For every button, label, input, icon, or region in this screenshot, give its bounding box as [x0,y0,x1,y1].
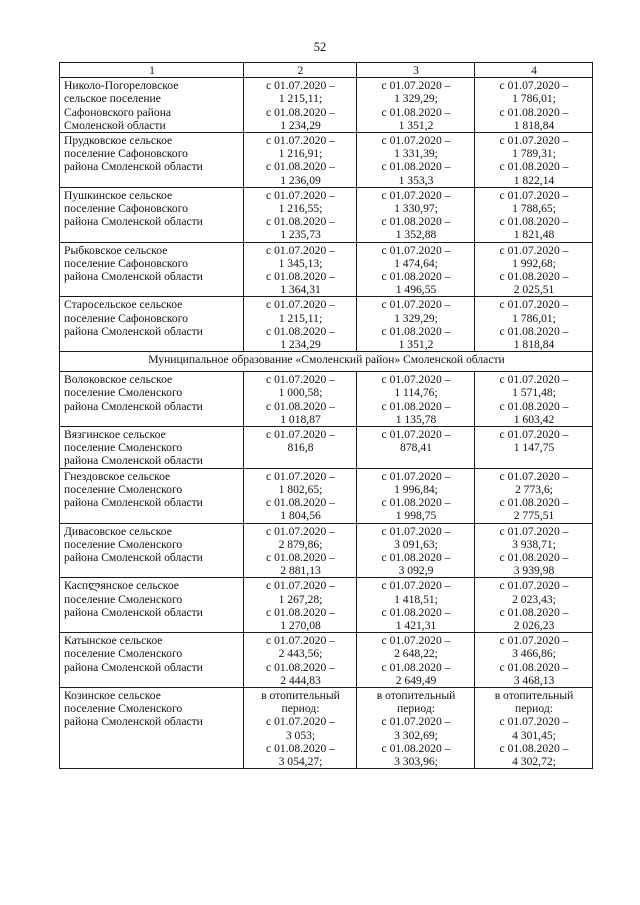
cell-line: района Смоленской области [64,550,203,564]
cell-line: поселение Смоленского [64,647,183,661]
cell-line: с 01.07.2020 – [499,373,569,387]
cell-line: с 01.07.2020 – [499,428,569,442]
cell-line: 3 938,71; [512,537,556,551]
tariff-col-2 [244,523,357,578]
cell-line: с 01.08.2020 – [266,605,335,619]
cell-line: с 01.08.2020 – [266,660,335,674]
tariff-col-2 [244,427,357,469]
cell-line: с 01.07.2020 – [381,715,451,729]
cell-line: 2 444,83 [280,673,321,687]
settlement-name [60,427,244,469]
cell-line: Волоковское сельское [64,373,173,387]
cell-line: с 01.07.2020 – [266,524,335,538]
cell-line: с 01.08.2020 – [381,215,451,229]
cell-line: 1 804,56 [280,509,321,523]
tariff-col-2 [244,633,357,688]
tariff-col-4 [475,523,593,578]
cell-line: 1 818,84 [513,338,555,352]
table-row [60,297,593,352]
cell-line: с 01.07.2020 – [499,188,569,202]
cell-line: с 01.07.2020 – [381,579,451,593]
cell-line: с 01.08.2020 – [381,105,451,119]
tariff-col-3 [357,372,475,427]
cell-line: с 01.08.2020 – [266,741,335,755]
tariff-col-4 [475,578,593,633]
tariff-col-3 [357,523,475,578]
cell-line: с 01.07.2020 – [499,524,569,538]
table-row [60,578,593,633]
cell-line: района Смоленской области [64,270,203,284]
cell-line: сельское поселение [64,92,161,106]
cell-line: в отопительный [261,688,340,702]
tariff-col-4 [475,687,593,768]
cell-line: 1 000,58; [278,386,323,400]
cell-line: 1 215,11; [278,311,323,325]
cell-line: с 01.07.2020 – [499,579,569,593]
settlement-name [60,687,244,768]
tariff-col-2 [244,187,357,242]
cell-line: 1 789,31; [512,147,556,161]
settlement-name [60,633,244,688]
cell-line: 1 234,29 [280,118,321,132]
tariff-col-4 [475,187,593,242]
tariff-col-3 [357,687,475,768]
table-row [60,187,593,242]
cell-line: 1 818,84 [513,118,555,132]
cell-line: с 01.08.2020 – [266,105,335,119]
cell-line: 1 418,51; [394,592,438,606]
tariff-col-2 [244,297,357,352]
cell-line: с 01.07.2020 – [266,634,335,648]
cell-line: района Смоленской области [64,496,203,510]
cell-line: 2 649,49 [395,673,437,687]
cell-line: Николо-Погореловское [64,79,179,93]
cell-line: Дивасовское сельское [64,524,172,538]
cell-line: 1 135,78 [395,412,437,426]
page-number: 52 [313,40,327,54]
cell-line: 1 351,2 [398,118,434,132]
cell-line: района Смоленской области [64,160,203,174]
cell-line: Козинское сельское [64,688,161,702]
cell-line: 1 571,48; [512,386,556,400]
safonovo-group [60,78,593,352]
table-row [60,523,593,578]
cell-line: 1 236,09 [280,173,321,187]
cell-line: с 01.07.2020 – [266,469,335,483]
cell-line: с 01.07.2020 – [266,298,335,312]
cell-line: 1 821,48 [513,228,555,242]
cell-line: 4 301,45; [512,728,556,742]
cell-line: с 01.07.2020 – [266,373,335,387]
cell-line: с 01.07.2020 – [499,469,569,483]
tariff-col-4 [475,468,593,523]
cell-line: с 01.07.2020 – [381,524,451,538]
cell-line: 3 468,13 [513,673,555,687]
section-row [60,352,593,372]
tariff-col-4 [475,133,593,188]
cell-line: 1 786,01; [512,311,556,325]
cell-line: 2 879,86; [278,537,323,551]
tariff-col-3 [357,633,475,688]
cell-line: с 01.08.2020 – [266,496,335,510]
cell-line: 1 329,29; [394,311,438,325]
cell-line: Вязгинское сельское [64,428,166,442]
cell-line: 1 234,29 [280,338,321,352]
cell-line: поселение Сафоновского [64,202,188,216]
cell-line: с 01.08.2020 – [499,399,569,413]
tariff-col-2 [244,372,357,427]
cell-line: 2 026,23 [513,618,555,632]
table-header-row [60,63,593,78]
settlement-name [60,372,244,427]
table-row [60,687,593,768]
cell-line: 1 147,75 [513,441,555,455]
cell-line: 2 775,51 [513,509,555,523]
tariff-col-3 [357,297,475,352]
cell-line: с 01.07.2020 – [266,715,335,729]
cell-line: 1 364,31 [280,283,321,297]
cell-line: 1 788,65; [512,202,556,216]
cell-line: района Смоленской области [64,399,203,413]
tariff-col-3 [357,578,475,633]
cell-line: поселение Смоленского [64,482,183,496]
cell-line: с 01.08.2020 – [266,215,335,229]
cell-line: Смоленской области [64,118,166,132]
cell-line: с 01.07.2020 – [266,243,335,257]
table-row [60,633,593,688]
cell-line: Катынское сельское [64,634,163,648]
cell-line: поселение Смоленского [64,702,183,716]
cell-line: с 01.08.2020 – [499,496,569,510]
cell-line: с 01.08.2020 – [381,324,451,338]
cell-line: 3 303,96; [394,754,438,768]
tariff-col-4 [475,78,593,133]
cell-line: с 01.08.2020 – [266,324,335,338]
cell-line: 1 786,01; [512,92,556,106]
cell-line: поселение Сафоновского [64,311,188,325]
cell-line: 3 302,69; [394,728,438,742]
table-row [60,133,593,188]
cell-line: с 01.08.2020 – [381,496,451,510]
cell-line: в отопительный [494,688,574,702]
cell-line: 1 235,73 [280,228,321,242]
cell-line: 3 092,9 [398,564,434,578]
tariff-col-3 [357,187,475,242]
cell-line: период: [515,702,553,716]
cell-line: Старосельское сельское [64,298,183,312]
settlement-name [60,578,244,633]
cell-line: с 01.07.2020 – [499,298,569,312]
cell-line: 2 023,43; [512,592,556,606]
cell-line: с 01.07.2020 – [381,243,451,257]
tariff-col-4 [475,633,593,688]
cell-line: 3 939,98 [513,564,555,578]
settlement-name [60,78,244,133]
cell-line: 2 025,51 [513,283,555,297]
settlement-name [60,187,244,242]
cell-line: поселение Смоленского [64,441,183,455]
cell-line: с 01.07.2020 – [381,469,451,483]
cell-line: с 01.08.2020 – [266,270,335,284]
cell-line: с 01.08.2020 – [499,105,569,119]
cell-line: с 01.08.2020 – [381,550,451,564]
column-header-1: 1 [60,63,244,78]
cell-line: поселение Смоленского [64,537,183,551]
cell-line: 3 054,27; [278,754,323,768]
cell-line: с 01.08.2020 – [381,741,451,755]
cell-line: поселение Сафоновского [64,256,188,270]
cell-line: 1 474,64; [394,256,438,270]
cell-line: 1 822,14 [513,173,555,187]
cell-line: с 01.08.2020 – [499,324,569,338]
cell-line: с 01.07.2020 – [266,428,335,442]
tariff-col-2 [244,468,357,523]
cell-line: с 01.08.2020 – [499,605,569,619]
cell-line: 3 091,63; [394,537,438,551]
tariff-col-2 [244,242,357,297]
cell-line: 1 802,65; [278,482,323,496]
cell-line: района Смоленской области [64,215,203,229]
cell-line: 1 018,87 [280,412,321,426]
cell-line: 3 466,86; [512,647,556,661]
cell-line: с 01.07.2020 – [499,715,569,729]
cell-line: Рыбковское сельское [64,243,168,257]
settlement-name [60,523,244,578]
tariff-table [59,62,593,769]
cell-line: с 01.08.2020 – [266,550,335,564]
cell-line: поселение Сафоновского [64,147,188,161]
cell-line: 1 603,42 [513,412,555,426]
cell-line: поселение Смоленского [64,592,183,606]
cell-line: период: [397,702,435,716]
section-title: Муниципальное образование «Смоленский район» Смоленской области [60,352,593,372]
cell-line: района Смоленской области [64,660,203,674]
cell-line: 1 215,11; [278,92,323,106]
cell-line: Сафоновского района [64,105,172,119]
cell-line: Гнездовское сельское [64,469,171,483]
cell-line: с 01.07.2020 – [381,428,451,442]
cell-line: 816,8 [287,441,314,455]
cell-line: с 01.07.2020 – [381,634,451,648]
cell-line: 1 998,75 [395,509,437,523]
settlement-name [60,468,244,523]
cell-line: 878,41 [400,441,432,455]
cell-line: с 01.07.2020 – [499,134,569,148]
cell-line: с 01.08.2020 – [499,270,569,284]
cell-line: 1 352,88 [395,228,437,242]
column-header-4: 4 [475,63,593,78]
cell-line: 2 648,22; [394,647,438,661]
cell-line: 1 496,55 [395,283,437,297]
cell-line: с 01.08.2020 – [381,160,451,174]
tariff-col-3 [357,78,475,133]
cell-line: 2 773,6; [514,482,553,496]
cell-line: с 01.07.2020 – [381,134,451,148]
cell-line: с 01.07.2020 – [266,188,335,202]
cell-line: 1 330,97; [394,202,438,216]
column-header-3: 3 [357,63,475,78]
cell-line: с 01.07.2020 – [499,634,569,648]
cell-line: района Смоленской области [64,605,203,619]
cell-line: с 01.07.2020 – [266,134,335,148]
tariff-col-4 [475,242,593,297]
cell-line: с 01.07.2020 – [381,188,451,202]
table-row [60,468,593,523]
settlement-name [60,297,244,352]
cell-line: района Смоленской области [64,454,203,468]
cell-line: с 01.08.2020 – [381,605,451,619]
tariff-col-2 [244,78,357,133]
cell-line: с 01.07.2020 – [266,79,335,93]
cell-line: с 01.08.2020 – [266,399,335,413]
cell-line: Каспლянское сельское [64,579,179,593]
tariff-col-3 [357,468,475,523]
cell-line: Пушкинское сельское [64,188,173,202]
column-header-2: 2 [244,63,357,78]
cell-line: 2 443,56; [278,647,323,661]
cell-line: Прудковское сельское [64,134,173,148]
cell-line: с 01.08.2020 – [499,215,569,229]
cell-line: 1 996,84; [394,482,438,496]
cell-line: 1 216,55; [278,202,323,216]
cell-line: с 01.07.2020 – [381,373,451,387]
tariff-col-4 [475,427,593,469]
tariff-col-4 [475,372,593,427]
table-row [60,372,593,427]
cell-line: 1 267,28; [278,592,323,606]
cell-line: 1 270,08 [280,618,321,632]
cell-line: с 01.07.2020 – [499,79,569,93]
cell-line: с 01.08.2020 – [266,160,335,174]
cell-line: с 01.07.2020 – [499,243,569,257]
cell-line: района Смоленской области [64,324,203,338]
cell-line: с 01.08.2020 – [499,550,569,564]
smolensk-group [60,372,593,769]
cell-line: с 01.08.2020 – [381,270,451,284]
tariff-col-2 [244,687,357,768]
cell-line: поселение Смоленского [64,386,183,400]
cell-line: с 01.07.2020 – [381,79,451,93]
cell-line: 2 881,13 [280,564,321,578]
cell-line: 1 992,68; [512,256,556,270]
cell-line: с 01.08.2020 – [381,660,451,674]
tariff-col-3 [357,133,475,188]
cell-line: 1 329,29; [394,92,438,106]
cell-line: с 01.07.2020 – [266,579,335,593]
cell-line: 1 345,13; [278,256,323,270]
cell-line: 1 114,76; [394,386,438,400]
cell-line: 3 053; [285,728,316,742]
cell-line: период: [281,702,320,716]
tariff-col-2 [244,133,357,188]
cell-line: с 01.07.2020 – [381,298,451,312]
tariff-col-3 [357,242,475,297]
cell-line: 1 351,2 [398,338,434,352]
cell-line: 1 216,91; [278,147,323,161]
cell-line: 4 302,72; [512,754,556,768]
table-row [60,242,593,297]
tariff-col-4 [475,297,593,352]
cell-line: 1 353,3 [398,173,434,187]
table-row [60,427,593,469]
cell-line: с 01.08.2020 – [499,660,569,674]
cell-line: с 01.08.2020 – [381,399,451,413]
settlement-name [60,242,244,297]
cell-line: с 01.08.2020 – [499,741,569,755]
cell-line: в отопительный [376,688,456,702]
settlement-name [60,133,244,188]
cell-line: 1 331,39; [394,147,438,161]
cell-line: района Смоленской области [64,715,203,729]
table-row [60,78,593,133]
tariff-col-2 [244,578,357,633]
cell-line: с 01.08.2020 – [499,160,569,174]
tariff-col-3 [357,427,475,469]
cell-line: 1 421,31 [395,618,437,632]
